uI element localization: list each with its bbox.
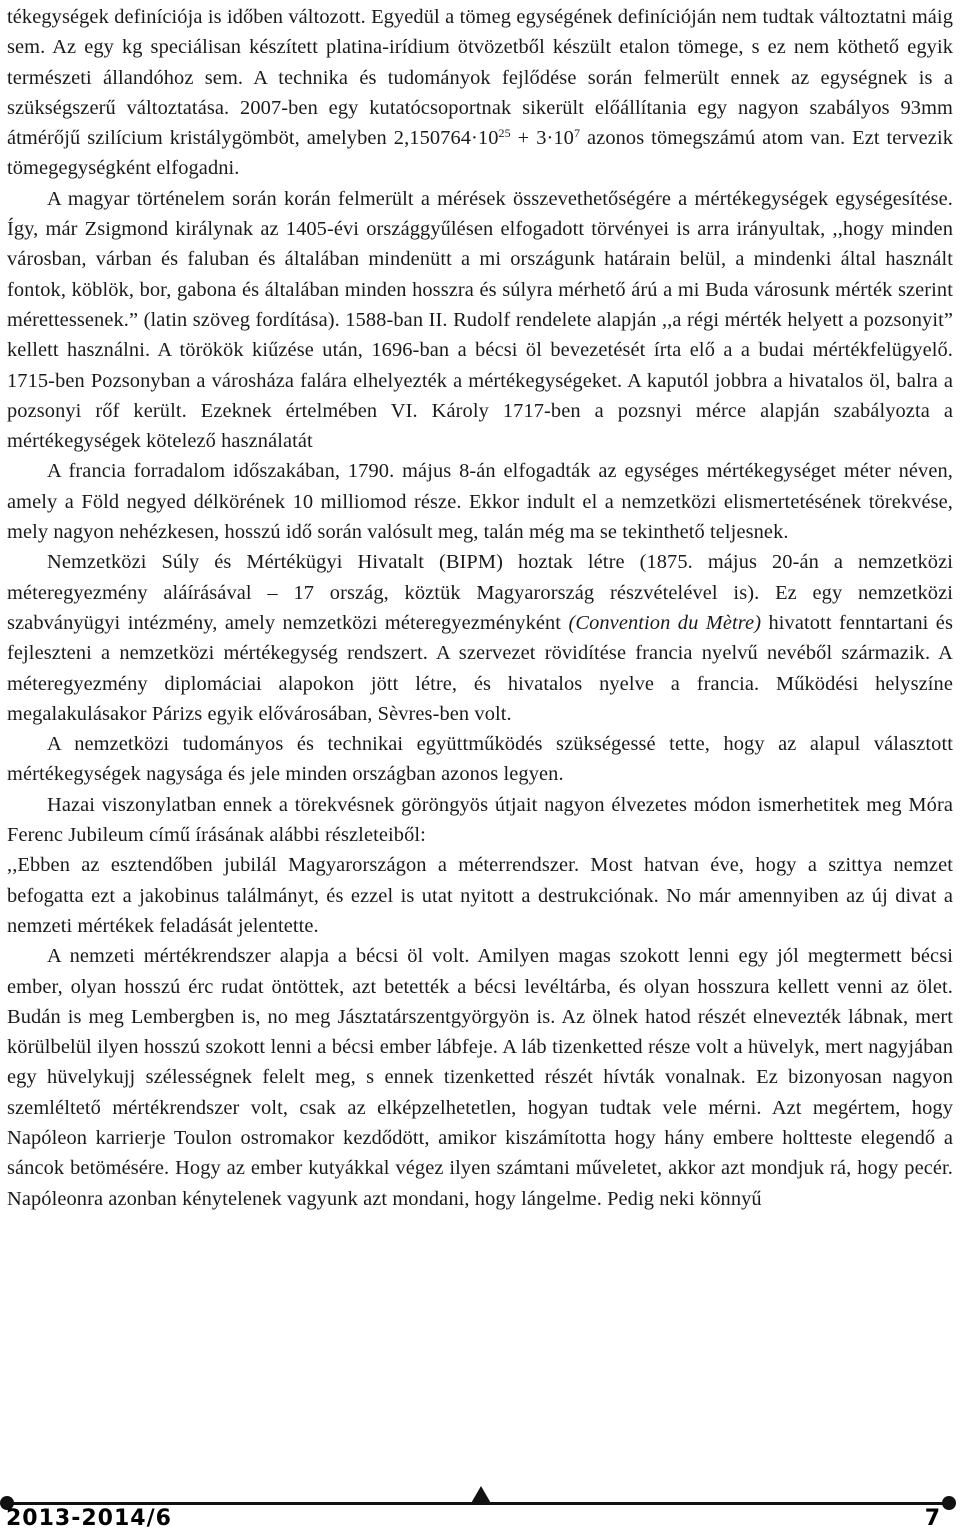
exponent: 25 (498, 126, 511, 141)
paragraph-text: + 3·10 (510, 127, 574, 150)
footer-triangle-icon (470, 1486, 492, 1505)
italic-term: (Convention du Mètre) (568, 611, 762, 634)
paragraph-quote-body: A nemzeti mértékrendszer alapja a bécsi öl volt. Amilyen magas szokott lenni egy jól megtermett bécsi ember, olyan hosszú érc rudat öntöttek, azt betették a bécsi levéltárba, és olyan hosszura kellett venni az ölet. Budán is meg Lembergben is, no meg Jásztatárszentgyörgyön is. Az ölnek hatod részét elnevezték lábnak, mert körülbelül ilyen hosszú szokott lenni a bécsi ember lábfeje. A láb tizenketted része volt a hüvelyk, mert nagyjában egy hüvelykujj szélességnek felelt meg, s ennek tizenketted részét hívták vonalnak. Ez bizonyosan nagyon szemléltető mértékrendszer volt, csak az elképzelhetetlen, hogyan tudtak vele mérni. Azt megértem, hogy Napóleon karrierje Toulon ostromakor kezdődött, amikor kiszámította hogy hány embere holtteste elegendő a sáncok betömésére. Hogy az ember kutyákkal végez ilyen számtani műveletet, akkor azt mondjuk rá, hogy pecér. Napóleonra azonban kénytelenek vagyunk azt mondani, hogy lángelme. Pedig neki könnyű (7, 945, 953, 1210)
page-number: 7 (924, 1506, 940, 1531)
paragraph-text: azonos tömegszámú atom van. Ezt tervezik tömegegységként elfogadni. (7, 127, 954, 180)
paragraph-kilogram-definition (7, 2, 953, 184)
paragraph-international-cooperation: A nemzetközi tudományos és technikai együttműködés szükségessé tette, hogy az alapul választott mértékegységek nagysága és jele minden országban azonos legyen. (7, 733, 953, 786)
paragraph-bipm (7, 547, 953, 729)
page-footer (0, 1484, 960, 1534)
paragraph-text: hivatott fenntartani és fejleszteni a nemzetközi mértékegység rendszert. A szervezet rövidítése francia nyelvű nevéből származik. A méteregyezmény diplomáciai alapokon jött létre, és hivatalos nyelve a francia. Működési helyszíne megalakulásakor Párizs egyik elővárosában, Sèvres-ben volt. (7, 611, 953, 725)
issue-number: 2013-2014/6 (6, 1506, 172, 1531)
paragraph-quote-start: ,,Ebben az esztendőben jubilál Magyarországon a méterrendszer. Most hatvan éve, hogy a szittya nemzet befogatta ezt a jakobinus találmányt, és ezzel is utat nyitott a destrukciónak. No már amennyiben az új divat a nemzeti mértékek feladását jelentette. (7, 854, 953, 937)
footer-right-dot-icon (942, 1496, 956, 1510)
page-body (7, 2, 953, 1214)
paragraph-french-revolution: A francia forradalom időszakában, 1790. május 8-án elfogadták az egységes mértékegységet méter néven, amely a Föld negyed délkörének 10 milliomod része. Ekkor indult el a nemzetközi elismertetésének törekvése, mely nagyon nehézkesen, hosszú idő során valósult meg, talán még ma se tekinthető teljesnek. (7, 460, 953, 544)
paragraph-hungarian-history: A magyar történelem során korán felmerült a mérések összevethetőségére a mértékegységek egységesítése. Így, már Zsigmond királynak az 1405-évi országgyűlésen elfogadott törvényei is arra irányultak, ,,hogy minden városban, várban és faluban és általában mindenütt a mi országunk határain belül, a mindenki által használt fontok, köblök, bor, gabona és általában minden hosszra és súlyra mérhető árú a mi Buda városunk mérték szerint mérettessenek.” (latin szöveg fordítása). 1588-ban II. Rudolf rendelete alapján ,,a régi mérték helyett a pozsonyit” kellett használni. A törökök kiűzése után, 1696-ban a bécsi öl bevezetését írta elő a a budai mértékfelügyelő. 1715-ben Pozsonyban a városháza falára elhelyezték a mértékegységeket. A kaputól jobbra a hivatalos öl, balra a pozsonyi rőf került. Ezeknek értelmében VI. Károly 1717-ben a pozsnyi mérce alapján szabályozta a mértékegységek kötelező használatát (7, 187, 953, 453)
paragraph-mora-intro: Hazai viszonylatban ennek a törekvésnek göröngyös útjait nagyon élvezetes módon ismerhetitek meg Móra Ferenc Jubileum című írásának alábbi részleteiből: (7, 793, 953, 847)
exponent: 7 (573, 126, 581, 141)
paragraph-text: Nemzetközi Súly és Mértékügyi Hivatalt (BIPM) hoztak létre (1875. május 20-án a nemzetközi méteregyezmény aláírásával – 17 ország, köztük Magyarország részvételével is). Ez egy nemzetközi szabványügyi intézmény, amely nemzetközi méteregyezményként (7, 551, 953, 634)
paragraph-text: tékegységek definíciója is időben változott. Egyedül a tömeg egységének definícióján nem tudtak változtatni máig sem. Az egy kg speciálisan készített platina-irídium ötvözetből készült etalon tömege, s ez nem köthető egyik természeti állandóhoz sem. A technika és tudományok fejlődése során felmerült ennek az egységnek is a szükségszerű változtatása. 2007-ben egy kutatócsoportnak sikerült előállítania egy nagyon szabályos 93mm átmérőjű szilícium kristálygömböt, amelyben 2,150764·10 (7, 6, 953, 150)
